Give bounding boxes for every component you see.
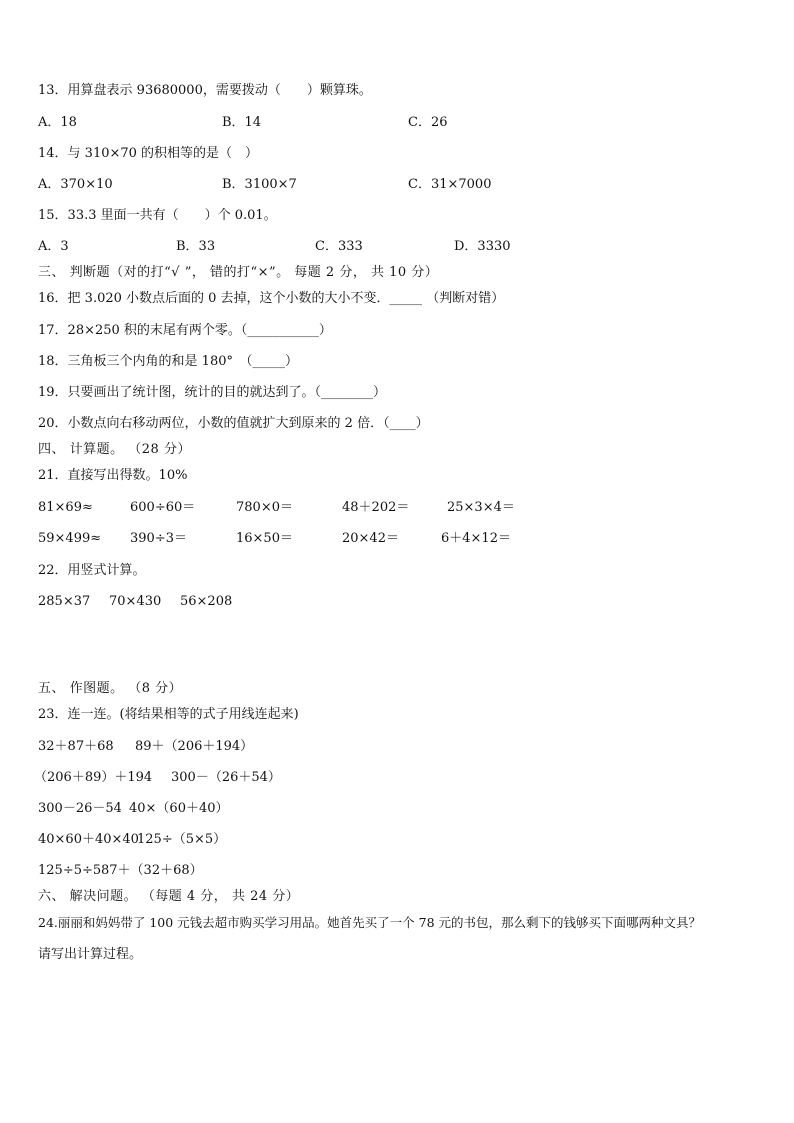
calc-item: 81×69≈ xyxy=(38,500,93,515)
calc-item: 25×3×4＝ xyxy=(447,500,515,515)
question-18: 18．三角板三个内角的和是 180° （_____） xyxy=(38,354,298,369)
section-3-heading: 三、 判断题（对的打“√ ”， 错的打“×”。 每题 2 分， 共 10 分） xyxy=(38,265,439,280)
match-right-item: 87＋（32＋68） xyxy=(101,863,203,878)
calc-item: 20×42＝ xyxy=(342,531,399,546)
match-left-item: 32＋87＋68 xyxy=(38,739,114,754)
question-15-option-d: D．3330 xyxy=(454,239,511,254)
question-13-option-b: B．14 xyxy=(222,115,262,130)
calc-item: 600÷60＝ xyxy=(130,500,196,515)
question-15-option-b: B．33 xyxy=(176,239,216,254)
vertical-calc-item: 56×208 xyxy=(180,594,233,609)
match-left-item: 300－26－54 xyxy=(38,801,122,816)
question-15-stem: 15．33.3 里面一共有（ ）个 0.01。 xyxy=(38,208,277,223)
match-left-item: （206＋89）＋194 xyxy=(34,770,153,785)
calc-item: 780×0＝ xyxy=(236,500,293,515)
question-15-option-c: C．333 xyxy=(315,239,363,254)
question-13-stem: 13．用算盘表示 93680000，需要拨动（ ）颗算珠。 xyxy=(38,83,372,98)
question-24-line-2: 请写出计算过程。 xyxy=(38,947,143,962)
question-22-stem: 22．用竖式计算。 xyxy=(38,563,146,578)
calc-item: 16×50＝ xyxy=(236,531,293,546)
vertical-calc-item: 70×430 xyxy=(109,594,162,609)
question-14-option-a: A．370×10 xyxy=(38,177,113,192)
section-4-heading: 四、 计算题。 （28 分） xyxy=(38,442,191,457)
question-14-option-c: C．31×7000 xyxy=(408,177,492,192)
question-16: 16．把 3.020 小数点后面的 0 去掉，这个小数的大小不变．_____ （判断对错） xyxy=(38,291,505,306)
question-19: 19．只要画出了统计图，统计的目的就达到了。（________） xyxy=(38,385,387,400)
question-23-stem: 23．连一连。(将结果相等的式子用线连起来) xyxy=(38,707,299,722)
question-14-stem: 14．与 310×70 的积相等的是（ ） xyxy=(38,146,259,161)
question-20: 20．小数点向右移动两位，小数的值就扩大到原来的 2 倍．（____） xyxy=(38,416,429,431)
match-right-item: 40×（60＋40） xyxy=(129,801,229,816)
section-5-heading: 五、 作图题。 （8 分） xyxy=(38,681,183,696)
match-left-item: 125÷5÷5 xyxy=(38,863,102,878)
vertical-calc-item: 285×37 xyxy=(38,594,91,609)
match-right-item: 89＋（206＋194） xyxy=(135,739,254,754)
match-right-item: 300－（26＋54） xyxy=(171,770,281,785)
question-24-line-1: 24.丽丽和妈妈带了 100 元钱去超市购买学习用品。她首先买了一个 78 元的书包，那么剩下的钱够买下面哪两种文具？ xyxy=(38,915,702,930)
calc-item: 6＋4×12＝ xyxy=(441,531,511,546)
calc-item: 59×499≈ xyxy=(38,531,102,546)
question-17: 17．28×250 积的末尾有两个零。（___________） xyxy=(38,323,332,338)
question-14-option-b: B．3100×7 xyxy=(222,177,297,192)
question-13-option-c: C．26 xyxy=(408,115,448,130)
question-21-stem: 21．直接写出得数。10% xyxy=(38,468,188,483)
calc-item: 390÷3＝ xyxy=(130,531,187,546)
match-right-item: 125÷（5×5） xyxy=(137,832,227,847)
match-left-item: 40×60＋40×40 xyxy=(38,832,139,847)
calc-item: 48＋202＝ xyxy=(342,500,410,515)
question-15-option-a: A．3 xyxy=(38,239,69,254)
question-13-option-a: A．18 xyxy=(38,115,77,130)
section-6-heading: 六、 解决问题。 （每题 4 分， 共 24 分） xyxy=(38,889,300,904)
